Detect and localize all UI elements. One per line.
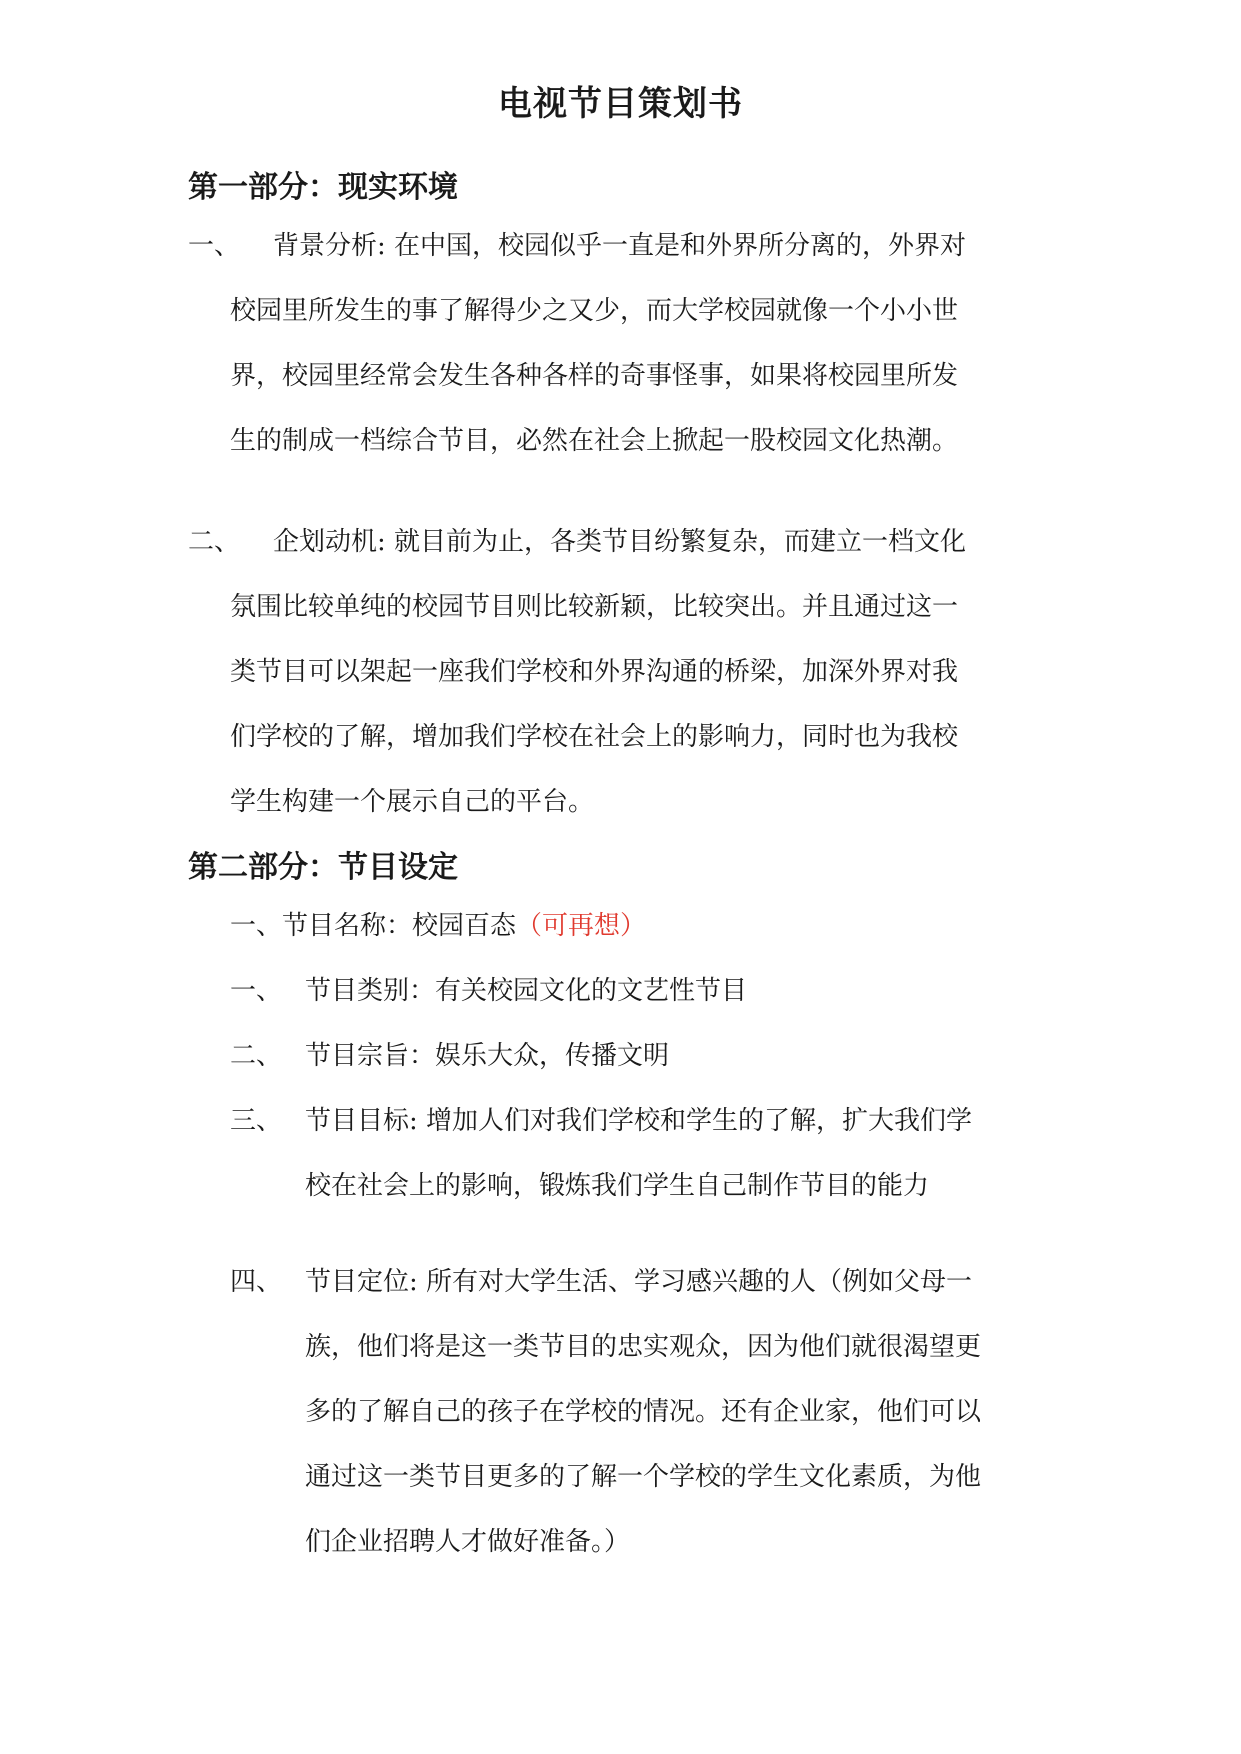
paragraph-line: 界，校园里经常会发生各种各样的奇事怪事，如果将校园里所发 (230, 361, 959, 391)
document-title: 电视节目策划书 (498, 84, 743, 124)
paragraph-line: 生的制成一档综合节目，必然在社会上掀起一股校园文化热潮。 (230, 426, 959, 456)
part1-heading: 第一部分：现实环境 (188, 170, 458, 205)
paragraph-line: 通过这一类节目更多的了解一个学校的学生文化素质，为他 (305, 1462, 982, 1492)
program-name-text: 一、节目名称：校园百态 (230, 911, 517, 941)
paragraph-line: 企划动机: 就目前为止，各类节目纷繁复杂，而建立一档文化 (273, 527, 967, 557)
paragraph-line: 氛围比较单纯的校园节目则比较新颖，比较突出。并且通过这一 (230, 592, 959, 622)
paragraph-line: 类节目可以架起一座我们学校和外界沟通的桥梁，加深外界对我 (230, 657, 959, 687)
paragraph-line: 校在社会上的影响，锻炼我们学生自己制作节目的能力 (305, 1171, 930, 1201)
part2-item-2 (230, 1024, 1050, 1089)
item-marker: 三、 (230, 1106, 283, 1136)
program-name-line (230, 894, 646, 959)
item-marker: 二、 (188, 527, 241, 557)
paragraph-line: 节目宗旨：娱乐大众，传播文明 (305, 1041, 670, 1071)
paragraph-line: 族，他们将是这一类节目的忠实观众，因为他们就很渴望更 (305, 1332, 982, 1362)
part2-item-1 (230, 959, 1050, 1024)
part1-item-2 (188, 510, 1068, 840)
paragraph-line: 节目定位: 所有对大学生活、学习感兴趣的人（例如父母一 (305, 1267, 973, 1297)
part2-item-4 (230, 1250, 1070, 1580)
paragraph-line: 们企业招聘人才做好准备。） (305, 1527, 631, 1557)
item-marker: 四、 (230, 1267, 283, 1297)
item-marker: 一、 (230, 976, 283, 1006)
paragraph-line: 校园里所发生的事了解得少之又少，而大学校园就像一个小小世 (230, 296, 959, 326)
paragraph-line: 背景分析: 在中国，校园似乎一直是和外界所分离的，外界对 (273, 231, 967, 261)
paragraph-line: 多的了解自己的孩子在学校的情况。还有企业家，他们可以 (305, 1397, 982, 1427)
part2-item-3 (230, 1089, 1070, 1219)
part2-heading: 第二部分：节目设定 (188, 850, 458, 885)
part1-item-1 (188, 214, 1068, 474)
paragraph-line: 学生构建一个展示自己的平台。 (230, 787, 595, 817)
paragraph-line: 们学校的了解，增加我们学校在社会上的影响力，同时也为我校 (230, 722, 959, 752)
item-marker: 二、 (230, 1041, 283, 1071)
paragraph-line: 节目目标: 增加人们对我们学校和学生的了解，扩大我们学 (305, 1106, 973, 1136)
paragraph-line: 节目类别：有关校园文化的文艺性节目 (305, 976, 748, 1006)
program-name-note: （可再想） (516, 911, 647, 941)
item-marker: 一、 (188, 231, 241, 261)
